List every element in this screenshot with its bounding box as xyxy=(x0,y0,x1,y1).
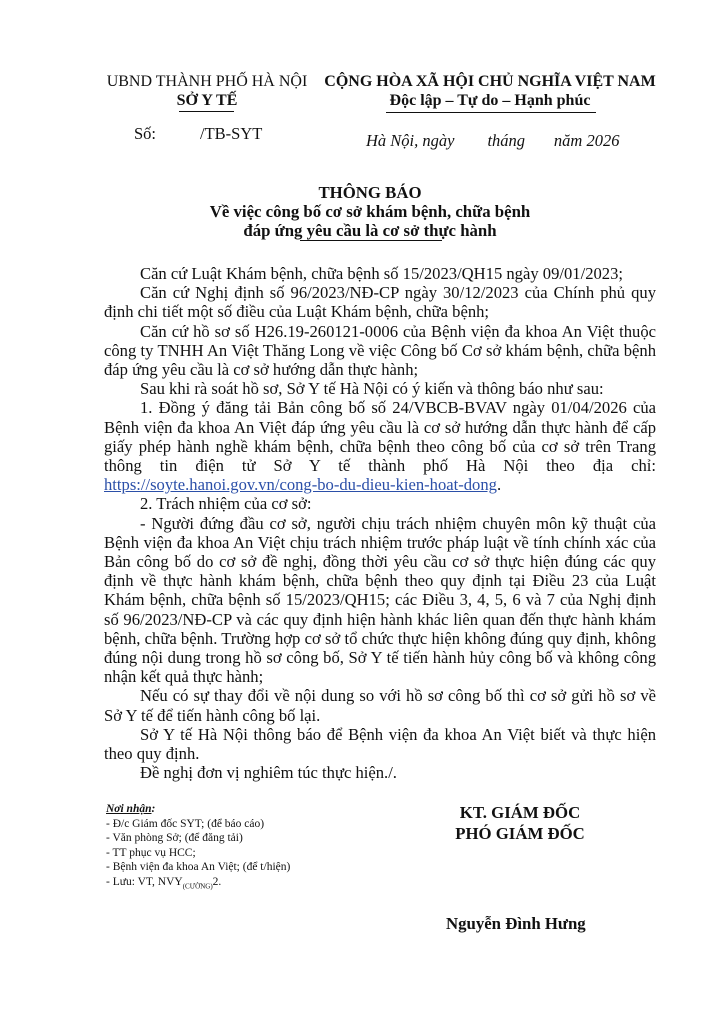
place-date: Hà Nội, ngày tháng năm 2026 xyxy=(366,131,620,150)
notice-body xyxy=(104,264,656,782)
archive-prefix: - Lưu: VT, NVY xyxy=(106,875,183,888)
title-underline xyxy=(300,240,442,241)
recipients-block xyxy=(106,802,346,894)
notice-title-block xyxy=(200,183,540,240)
agency-parent: UBND THÀNH PHỐ HÀ NỘI xyxy=(106,73,308,90)
body-paragraph: Sở Y tế Hà Nội thông báo để Bệnh viện đa khoa An Việt biết và thực hiện theo quy định. xyxy=(104,724,656,764)
body-paragraph: 2. Trách nhiệm của cơ sở: xyxy=(140,494,312,514)
recipient-item: - TT phục vụ HCC; xyxy=(106,846,196,859)
doc-number-label: Số: xyxy=(134,124,157,143)
body-paragraph: Sau khi rà soát hồ sơ, Sở Y tế Hà Nội có ý kiến và thông báo như sau: xyxy=(140,379,604,399)
doc-number: /TB-SYT xyxy=(200,124,263,143)
link-period: . xyxy=(496,475,502,495)
recipient-item-archive xyxy=(106,875,346,894)
recipients-colon: : xyxy=(151,803,156,815)
recipient-item: - Văn phòng Sở; (để đăng tải) xyxy=(106,832,243,845)
archive-sub: (CƯỜNG) xyxy=(182,882,213,891)
notice-title: THÔNG BÁO xyxy=(318,183,422,202)
body-paragraph: Nếu có sự thay đổi về nội dung so với hồ sơ công bố thì cơ sở gửi hồ sơ về Sở Y tế để tiến hành công bố lại. xyxy=(104,686,656,725)
signature-title: KT. GIÁM ĐỐC xyxy=(459,803,581,822)
signature-block xyxy=(420,802,620,844)
national-block xyxy=(320,72,660,110)
notice-subject-line1: Về việc công bố cơ sở khám bệnh, chữa bệnh xyxy=(209,202,531,221)
agency-block xyxy=(96,72,318,110)
motto-underline xyxy=(386,112,596,113)
notice-subject-line2: đáp ứng yêu cầu là cơ sở thực hành xyxy=(243,221,497,240)
signature-position: PHÓ GIÁM ĐỐC xyxy=(455,824,585,843)
body-paragraph: - Người đứng đầu cơ sở, người chịu trách nhiệm chuyên môn kỹ thuật của Bệnh viện đa khoa An Việt chịu trách nhiệm trước pháp luật về tính chính xác của Bản công bố do cơ sở đề nghị, đồng thời yêu cầu cơ sở thực hiện đúng các quy định về thực hành khám bệnh, chữa bệnh theo quy định tại Điều 23 của Luật Khám bệnh, chữa bệnh số 15/2023/QH15; các Điều 3, 4, 5, 6 và 7 của Nghị định số 96/2023/NĐ-CP và các quy định hiện hành khác liên quan đến thực hành khám bệnh, chữa bệnh. Trường hợp cơ sở tổ chức thực hiện không đúng quy định, không đúng nội dung trong hồ sơ công bố, Sở Y tế tiến hành hủy công bố và không công nhận kết quả thực hành; xyxy=(104,513,656,687)
body-paragraph: Căn cứ Luật Khám bệnh, chữa bệnh số 15/2023/QH15 ngày 09/01/2023; xyxy=(140,264,623,283)
signer-name: Nguyễn Đình Hưng xyxy=(446,914,586,933)
body-paragraph-text: 1. Đồng ý đăng tải Bản công bố số 24/VBCB-BVAV ngày 01/04/2026 của Bệnh viện đa khoa An Việt đáp ứng yêu cầu là cơ sở hướng dẫn thực hành để cấp giấy phép hành nghề khám bệnh, chữa bệnh theo công bố của cơ sở trên Trang thông tin điện tử Sở Y tế thành phố Hà Nội theo địa chỉ: xyxy=(104,398,656,476)
body-paragraph-with-link xyxy=(104,398,656,494)
announcement-link[interactable]: https://soyte.hanoi.gov.vn/cong-bo-du-dieu-kien-hoat-dong xyxy=(104,475,497,495)
recipients-title: Nơi nhận xyxy=(106,803,152,815)
recipient-item: - Bệnh viện đa khoa An Việt; (để t/hiện) xyxy=(106,861,291,874)
agency-underline xyxy=(179,111,234,112)
motto: Độc lập – Tự do – Hạnh phúc xyxy=(389,92,591,109)
agency-name: SỞ Y TẾ xyxy=(176,92,238,109)
body-paragraph: Căn cứ hồ sơ số H26.19-260121-0006 của Bệnh viện đa khoa An Việt thuộc công ty TNHH An Việt Thăng Long về việc Công bố Cơ sở khám bệnh, chữa bệnh đáp ứng yêu cầu là cơ sở hướng dẫn thực hành; xyxy=(104,321,656,380)
country-name: CỘNG HÒA XÃ HỘI CHỦ NGHĨA VIỆT NAM xyxy=(324,73,656,90)
recipient-item: - Đ/c Giám đốc SYT; (để báo cáo) xyxy=(106,817,265,830)
body-paragraph: Căn cứ Nghị định số 96/2023/NĐ-CP ngày 30/12/2023 của Chính phủ quy định chi tiết một số điều của Luật Khám bệnh, chữa bệnh; xyxy=(104,283,656,322)
body-paragraph: Đề nghị đơn vị nghiêm túc thực hiện./. xyxy=(140,763,397,783)
archive-suffix: 2. xyxy=(212,875,222,888)
